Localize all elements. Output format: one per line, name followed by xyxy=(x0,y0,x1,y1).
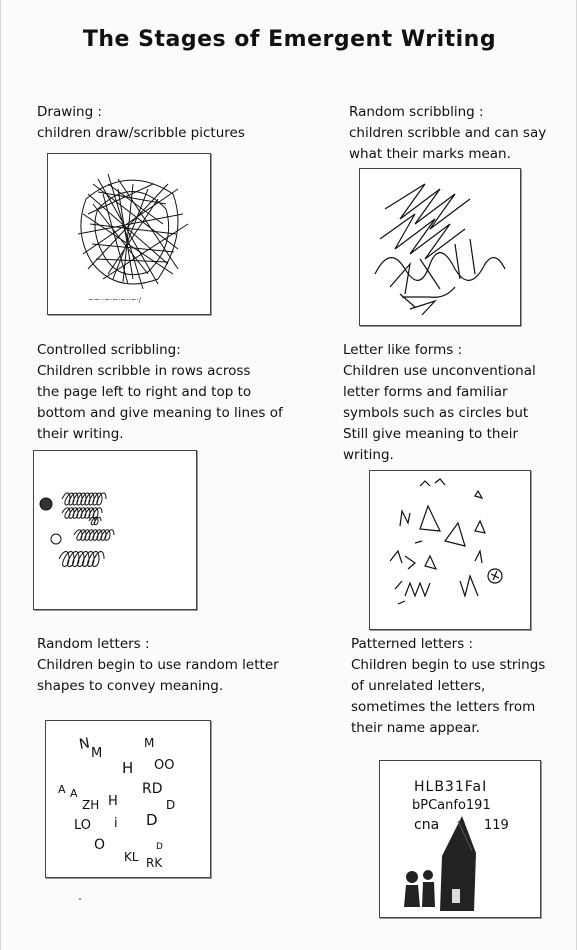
drawing-sample-image xyxy=(47,153,211,315)
stage-description-line: children draw/scribble pictures xyxy=(37,125,245,141)
handwritten-letter: M xyxy=(91,746,103,761)
handwritten-letter-string: bPCanfo191 xyxy=(412,798,491,813)
stage-description-line: symbols such as circles but xyxy=(343,405,529,421)
stage-heading: Patterned letters : xyxy=(351,636,474,652)
patterned-letters-drawing xyxy=(380,761,540,917)
people-drawing xyxy=(404,870,435,907)
handwritten-letter: H xyxy=(122,759,134,777)
stage-drawing xyxy=(37,102,287,144)
stage-description-line: shapes to convey meaning. xyxy=(37,678,224,694)
stage-description-line: Children begin to use random letter xyxy=(37,657,279,673)
svg-text:~~··~·~·~··~·/: ~~··~·~·~··~·/ xyxy=(88,296,142,304)
handwritten-letter: M xyxy=(144,736,155,750)
stage-description-line: letter forms and familiar xyxy=(343,384,508,400)
stage-heading: Drawing : xyxy=(37,104,102,120)
letter-like-forms-sample-image xyxy=(369,470,531,630)
handwritten-letter-string: cna xyxy=(414,817,440,833)
stage-controlled-scribbling xyxy=(37,340,327,445)
handwritten-letter: LO xyxy=(74,818,92,833)
stage-random-letters xyxy=(37,634,307,697)
handwritten-letter: N xyxy=(77,735,92,753)
handwritten-letter: RD xyxy=(142,781,163,797)
handwritten-letter: O xyxy=(94,837,106,853)
stage-description-line: what their marks mean. xyxy=(349,146,511,162)
handwritten-letter: i xyxy=(114,816,118,831)
stage-description-line: their writing. xyxy=(37,426,124,442)
stage-description-line: Children scribble in rows across xyxy=(37,363,251,379)
stage-description-line: of unrelated letters, xyxy=(351,678,486,694)
handwritten-letter-string: HLB31FaI xyxy=(414,779,488,795)
handwritten-letter: RK xyxy=(146,856,163,870)
stage-description-line: Still give meaning to their xyxy=(343,426,519,442)
stage-description-line: writing. xyxy=(343,447,394,463)
scribble-drawing xyxy=(48,154,210,314)
stage-heading: Random letters : xyxy=(37,636,150,652)
handwritten-letter: D xyxy=(146,811,158,829)
random-letters-drawing xyxy=(46,721,210,877)
scribble-random xyxy=(360,169,520,325)
stage-description-line: sometimes the letters from xyxy=(351,699,536,715)
handwritten-letter: D xyxy=(166,798,176,812)
stage-letter-like-forms xyxy=(343,340,573,466)
stage-description-line: their name appear. xyxy=(351,720,480,736)
letter-like-shapes xyxy=(370,471,530,629)
handwritten-letter: KL xyxy=(124,850,139,864)
handwritten-letter: ZH xyxy=(82,798,100,812)
handwritten-letter-string: 119 xyxy=(484,818,509,833)
page-title: The Stages of Emergent Writing xyxy=(82,27,497,52)
scan-speck xyxy=(79,898,81,900)
scribble-loops-rows xyxy=(34,451,196,609)
stage-heading: Random scribbling : xyxy=(349,104,484,120)
stage-random-scribbling xyxy=(349,102,569,165)
stage-heading: Controlled scribbling: xyxy=(37,342,181,358)
random-scribbling-sample-image xyxy=(359,168,521,326)
stage-description-line: Children begin to use strings xyxy=(351,657,546,673)
stage-description-line: bottom and give meaning to lines of xyxy=(37,405,283,421)
controlled-scribbling-sample-image xyxy=(33,450,197,610)
stage-description-line: Children use unconventional xyxy=(343,363,536,379)
patterned-letters-sample-image xyxy=(379,760,541,918)
stage-patterned-letters xyxy=(351,634,571,739)
handwritten-letter: H xyxy=(108,794,118,809)
stage-heading: Letter like forms : xyxy=(343,342,463,358)
stage-description-line: children scribble and can say xyxy=(349,125,547,141)
house-drawing xyxy=(440,816,476,911)
stage-description-line: the page left to right and top to xyxy=(37,384,252,400)
random-letters-sample-image xyxy=(45,720,211,878)
handwritten-letter: A xyxy=(70,787,78,800)
handwritten-letter: D xyxy=(156,842,163,852)
handwritten-letter: A xyxy=(58,783,66,796)
handwritten-letter: OO xyxy=(154,758,175,773)
